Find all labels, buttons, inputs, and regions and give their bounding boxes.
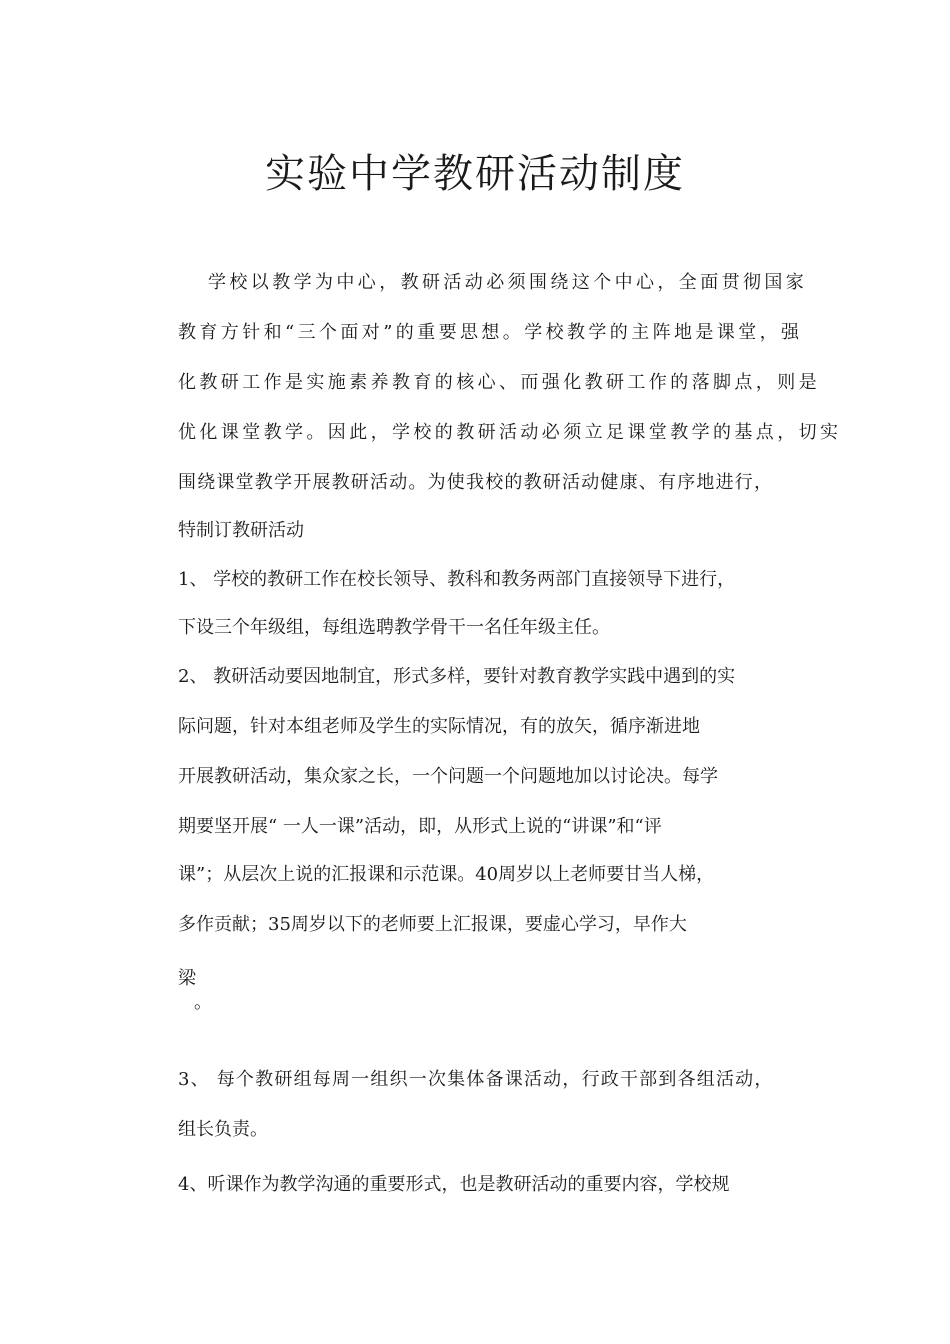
item3-line-1: 3、 每个教研组每周一组织一次集体备课活动，行政干部到各组活动， xyxy=(178,1069,774,1090)
item2-line-8: 。 xyxy=(194,992,212,1013)
intro-line-2: 教育方针和“三个面对”的重要思想。学校教学的主阵地是课堂，强 xyxy=(178,322,803,343)
item2-line-6: 多作贡献；35周岁以下的老师要上汇报课，要虚心学习，早作大 xyxy=(178,914,687,935)
intro-line-6: 特制订教研活动 xyxy=(178,520,304,541)
item2-line-4: 期要坚开展“ 一人一课”活动，即，从形式上说的“讲课”和“评 xyxy=(178,816,662,837)
document-title: 实验中学教研活动制度 xyxy=(265,151,685,197)
item3-line-2: 组长负责。 xyxy=(178,1119,268,1140)
intro-line-1: 学校以教学为中心，教研活动必须围绕这个中心，全面贯彻国家 xyxy=(208,272,808,293)
item2-line-7: 梁 xyxy=(178,968,196,989)
item2-line-3: 开展教研活动，集众家之长，一个问题一个问题地加以讨论决。每学 xyxy=(178,766,718,787)
item4-line-1: 4、听课作为教学沟通的重要形式，也是教研活动的重要内容，学校规 xyxy=(178,1174,730,1195)
intro-line-5: 围绕课堂教学开展教研活动。为使我校的教研活动健康、有序地进行， xyxy=(178,472,774,493)
item1-line-2: 下设三个年级组，每组选聘教学骨干一名任年级主任。 xyxy=(178,617,610,638)
item2-line-5: 课”；从层次上说的汇报课和示范课。40周岁以上老师要甘当人梯， xyxy=(178,864,715,885)
intro-line-4: 优化课堂教学。因此，学校的教研活动必须立足课堂教学的基点，切实 xyxy=(178,422,842,443)
item1-line-1: 1、 学校的教研工作在校长领导、教科和教务两部门直接领导下进行， xyxy=(178,569,736,590)
item2-line-2: 际问题，针对本组老师及学生的实际情况，有的放矢，循序渐进地 xyxy=(178,716,700,737)
intro-line-3: 化教研工作是实施素养教育的核心、而强化教研工作的落脚点，则是 xyxy=(178,372,820,393)
item2-line-1: 2、 教研活动要因地制宜，形式多样，要针对教育教学实践中遇到的实 xyxy=(178,666,736,687)
